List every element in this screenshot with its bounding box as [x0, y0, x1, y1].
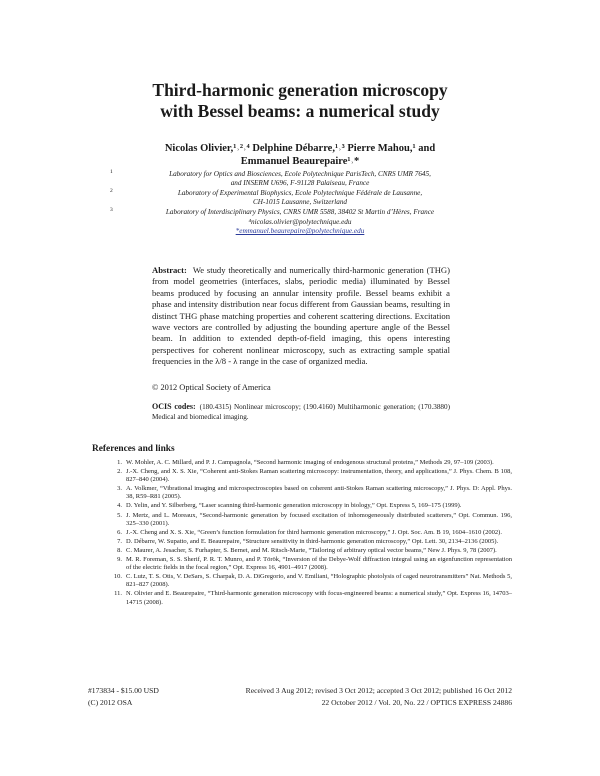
- affiliation-line: and INSERM U696, F-91128 Palaiseau, France: [230, 179, 370, 188]
- reference-number: 8.: [117, 546, 122, 554]
- reference-number: 4.: [117, 502, 122, 510]
- reference-item: [112, 459, 512, 467]
- reference-number: 10.: [113, 573, 122, 581]
- reference-item: [112, 556, 512, 572]
- affiliation-1: [110, 170, 490, 189]
- reference-number: 1.: [117, 459, 122, 466]
- reference-number: 6.: [117, 528, 122, 536]
- reference-item: [112, 512, 512, 528]
- reference-number: 3.: [117, 485, 122, 493]
- author-line-1: Nicolas Olivier,¹˒²˒⁴ Delphine Débarre,¹˒³ Pierre Mahou,¹ and: [164, 143, 436, 154]
- author-line-2: Emmanuel Beaurepaire¹˒*: [240, 156, 360, 167]
- paper-title: [60, 80, 540, 122]
- reference-item: [112, 538, 512, 546]
- reference-item: [112, 590, 512, 606]
- affiliation-mark: 1: [110, 169, 113, 175]
- copyright-line: © 2012 Optical Society of America: [152, 383, 271, 392]
- reference-number: 11.: [114, 590, 122, 598]
- abstract: [152, 265, 450, 368]
- reference-text: C. Lutz, T. S. Otis, V. DeSars, S. Charpak, D. A. DiGregorio, and V. Emiliani, “Holographic photolysis of caged neurotransmitters” Nat. Methods 5, 821–827 (2008).: [126, 573, 512, 589]
- reference-number: 7.: [117, 537, 122, 545]
- reference-text: N. Olivier and E. Beaurepaire, “Third-harmonic generation microscopy with focus-engineered beams: a numerical study,” Opt. Express 16, 14703–14715 (2008).: [126, 590, 512, 606]
- abstract-label: Abstract:: [152, 265, 187, 275]
- footer-copyright: (C) 2012 OSA: [88, 698, 133, 707]
- footer-journal-citation: 22 October 2012 / Vol. 20, No. 22 / OPTICS EXPRESS 24886: [321, 698, 512, 707]
- reference-text: A. Volkmer, “Vibrational imaging and microspectroscopies based on coherent anti-Stokes Raman scattering microscopy,” J. Phys. D: Appl. Phys. 38, R59–R81 (2005).: [126, 485, 512, 501]
- reference-item: [112, 468, 512, 484]
- reference-text: C. Maurer, A. Jesacher, S. Furhapter, S. Bernet, and M. Ritsch-Marte, “Tailoring of arbitrary optical vector beams,” New J. Phys. 9, 78 (2007).: [126, 546, 497, 554]
- reference-item: [112, 485, 512, 501]
- author-list: [80, 142, 520, 168]
- reference-item: [112, 547, 512, 555]
- reference-text: D. Débarre, W. Supatto, and E. Beaurepaire, “Structure sensitivity in third-harmonic generation microscopy,” Opt. Lett. 30, 2134–2136 (2005).: [126, 537, 499, 545]
- footer-received-dates: Received 3 Aug 2012; revised 3 Oct 2012; accepted 3 Oct 2012; published 16 Oct 2012: [245, 686, 512, 695]
- affiliation-3: [110, 208, 490, 217]
- reference-text: D. Yelin, and Y. Silberberg, “Laser scanning third-harmonic generation microscopy in biology,” Opt. Express 5, 169–175 (1999).: [126, 502, 462, 510]
- reference-list: [112, 459, 512, 608]
- affiliations: [110, 170, 490, 237]
- affiliation-mark: 3: [110, 206, 113, 213]
- reference-number: 2.: [117, 468, 122, 476]
- reference-item: [112, 502, 512, 510]
- email-olivier: ⁴nicolas.olivier@polytechnique.edu: [248, 218, 352, 227]
- affiliation-mark: 2: [110, 187, 113, 194]
- ocis-codes: [152, 402, 450, 422]
- reference-number: 9.: [117, 556, 122, 564]
- ocis-text: (180.4315) Nonlinear microscopy; (190.4160) Multiharmonic generation; (170.3880) Medical and biomedical imaging.: [152, 403, 450, 421]
- reference-number: 5.: [117, 511, 122, 519]
- reference-text: J. Mertz, and L. Moreaux, “Second-harmonic generation by focused excitation of inhomogeneously distributed scatterers,” Opt. Commun. 196, 325–330 (2001).: [126, 511, 512, 527]
- reference-text: M. R. Foreman, S. S. Sherif, P. R. T. Munro, and P. Török, “Inversion of the Debye-Wolf diffraction integral using an eigenfunction representation of the electric fields in the focal region,” Opt. Express 16, 4901–4917 (2008).: [126, 556, 512, 572]
- references-heading: References and links: [92, 444, 175, 454]
- reference-text: J.-X. Cheng, and X. S. Xie, “Coherent anti-Stokes Raman scattering microscopy: instrumentation, theory, and applications,” J. Phys. Chem. B 108, 827–840 (2004).: [126, 468, 512, 484]
- reference-text: J.-X. Cheng and X. S. Xie, “Green’s function formulation for third harmonic generation microscopy,” J. Opt. Soc. Am. B 19, 1604–1610 (2002).: [126, 528, 502, 536]
- email-block: [110, 218, 490, 237]
- reference-item: [112, 529, 512, 537]
- footer-article-id: #173834 - $15.00 USD: [88, 686, 159, 695]
- abstract-text: We study theoretically and numerically third-harmonic generation (THG) from model geometries (interfaces, slabs, periodic media) illuminated by Bessel beams produced by focusing an annular intensity profile. Bessel beams exhibit a phase and intensity distribution near focus different from Gaussian beams, resulting in distinct THG phase matching properties and coherent scattering directions. Excitation wave vectors are controlled by adjusting the bounding aperture angle of the Bessel beam. In addition to extended depth-of-field imaging, this opens interesting perspectives for coherent nonlinear microscopy, such as extracting sample spatial frequencies in the λ/8 - λ range in the case of organized media.: [152, 265, 450, 367]
- reference-text: W. Mohler, A. C. Millard, and P. J. Campagnola, “Second harmonic imaging of endogenous structural proteins,” Methods 29, 97–109 (2003).: [126, 459, 494, 466]
- title-line-2: with Bessel beams: a numerical study: [160, 101, 440, 121]
- affiliation-line: Laboratory of Interdisciplinary Physics, CNRS UMR 5588, 38402 St Martin d’Hères, France: [165, 207, 435, 216]
- reference-item: [112, 573, 512, 589]
- title-line-1: Third-harmonic generation microscopy: [152, 80, 448, 100]
- ocis-label: OCIS codes:: [152, 402, 196, 411]
- affiliation-line: Laboratory for Optics and Biosciences, Ecole Polytechnique ParisTech, CNRS UMR 7645,: [169, 170, 431, 178]
- affiliation-line: Laboratory of Experimental Biophysics, Ecole Polytechnique Fédérale de Lausanne,: [177, 188, 423, 197]
- affiliation-2: [110, 189, 490, 208]
- email-link-beaurepaire[interactable]: *emmanuel.beaurepaire@polytechnique.edu: [235, 227, 365, 236]
- affiliation-line: CH-1015 Lausanne, Switzerland: [252, 198, 348, 207]
